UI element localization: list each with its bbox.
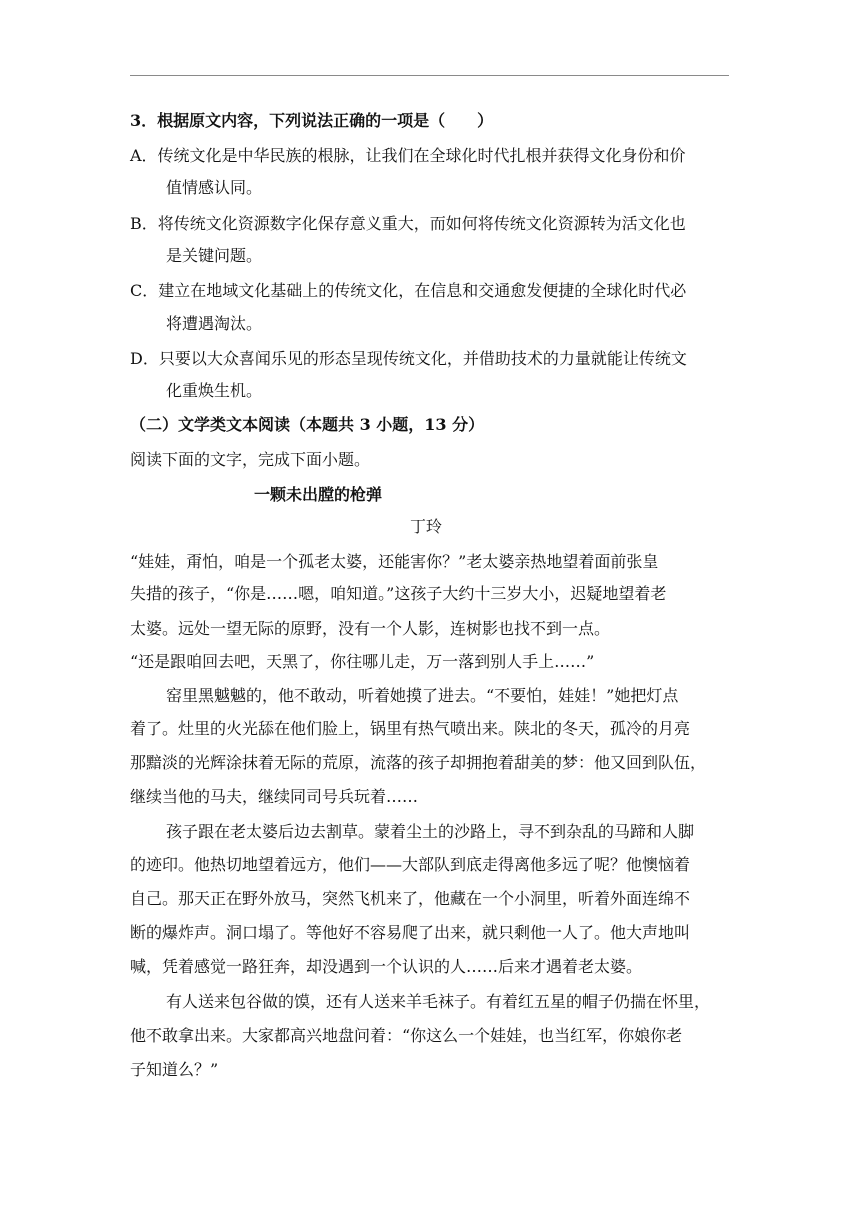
option-a-line-1: A．传统文化是中华民族的根脉，让我们在全球化时代扎根并获得文化身份和价 (130, 146, 686, 165)
story-paragraph-2-line: “还是跟咱回去吧，天黑了，你往哪儿走，万一落到别人手上……” (130, 652, 595, 671)
section-instruction: 阅读下面的文字，完成下面小题。 (130, 450, 371, 469)
option-d-line-2: 化重焕生机。 (166, 381, 263, 400)
story-paragraph-4-line: 自己。那天正在野外放马，突然飞机来了，他藏在一个小洞里，听着外面连绵不 (130, 889, 691, 908)
story-author: 丁玲 (410, 517, 443, 536)
story-paragraph-1-line: 失措的孩子，“你是……嗯，咱知道。”这孩子大约十三岁大小，迟疑地望着老 (130, 584, 667, 603)
section-heading: （二）文学类文本阅读（本题共 3 小题，13 分） (130, 415, 485, 434)
story-paragraph-5-line: 他不敢拿出来。大家都高兴地盘问着：“你这么一个娃娃，也当红军，你娘你老 (130, 1026, 683, 1045)
story-paragraph-3-line: 窑里黑魆魆的，他不敢动，听着她摸了进去。“不要怕，娃娃！”她把灯点 (166, 686, 679, 705)
story-paragraph-4-line: 断的爆炸声。洞口塌了。等他好不容易爬了出来，就只剩他一人了。他大声地叫 (130, 923, 691, 942)
story-paragraph-3-line: 那黯淡的光辉涂抹着无际的荒原，流落的孩子却拥抱着甜美的梦：他又回到队伍， (130, 753, 707, 772)
option-d-line-1: D．只要以大众喜闻乐见的形态呈现传统文化，并借助技术的力量就能让传统文 (130, 349, 687, 368)
option-b-line-1: B．将传统文化资源数字化保存意义重大，而如何将传统文化资源转为活文化也 (130, 214, 686, 233)
story-paragraph-3-line: 着了。灶里的火光舔在他们脸上，锅里有热气喷出来。陕北的冬天，孤冷的月亮 (130, 719, 691, 738)
story-paragraph-1-line: “娃娃，甭怕，咱是一个孤老太婆，还能害你？”老太婆亲热地望着面前张皇 (130, 552, 659, 571)
story-paragraph-1-line: 太婆。远处一望无际的原野，没有一个人影，连树影也找不到一点。 (130, 619, 611, 638)
option-c-line-2: 将遭遇淘汰。 (166, 314, 263, 333)
story-paragraph-5-line: 有人送来包谷做的馍，还有人送来羊毛袜子。有着红五星的帽子仍揣在怀里， (166, 992, 711, 1011)
option-a-line-2: 值情感认同。 (166, 178, 263, 197)
story-title: 一颗未出膛的枪弹 (254, 485, 383, 504)
story-paragraph-4-line: 喊，凭着感觉一路狂奔，却没遇到一个认识的人……后来才遇着老太婆。 (130, 957, 643, 976)
story-paragraph-3-line: 继续当他的马夫，继续同司号兵玩着…… (130, 787, 419, 806)
story-paragraph-4-line: 孩子跟在老太婆后边去割草。蒙着尘土的沙路上，寻不到杂乱的马蹄和人脚 (166, 822, 695, 841)
question-stem: 3．根据原文内容，下列说法正确的一项是（ ） (130, 111, 494, 130)
option-b-line-2: 是关键问题。 (166, 246, 263, 265)
option-c-line-1: C．建立在地域文化基础上的传统文化，在信息和交通愈发便捷的全球化时代必 (130, 281, 687, 300)
header-rule (130, 75, 729, 76)
story-paragraph-4-line: 的迹印。他热切地望着远方，他们——大部队到底走得离他多远了呢？他懊恼着 (130, 855, 691, 874)
story-paragraph-5-line: 子知道么？” (130, 1060, 219, 1079)
